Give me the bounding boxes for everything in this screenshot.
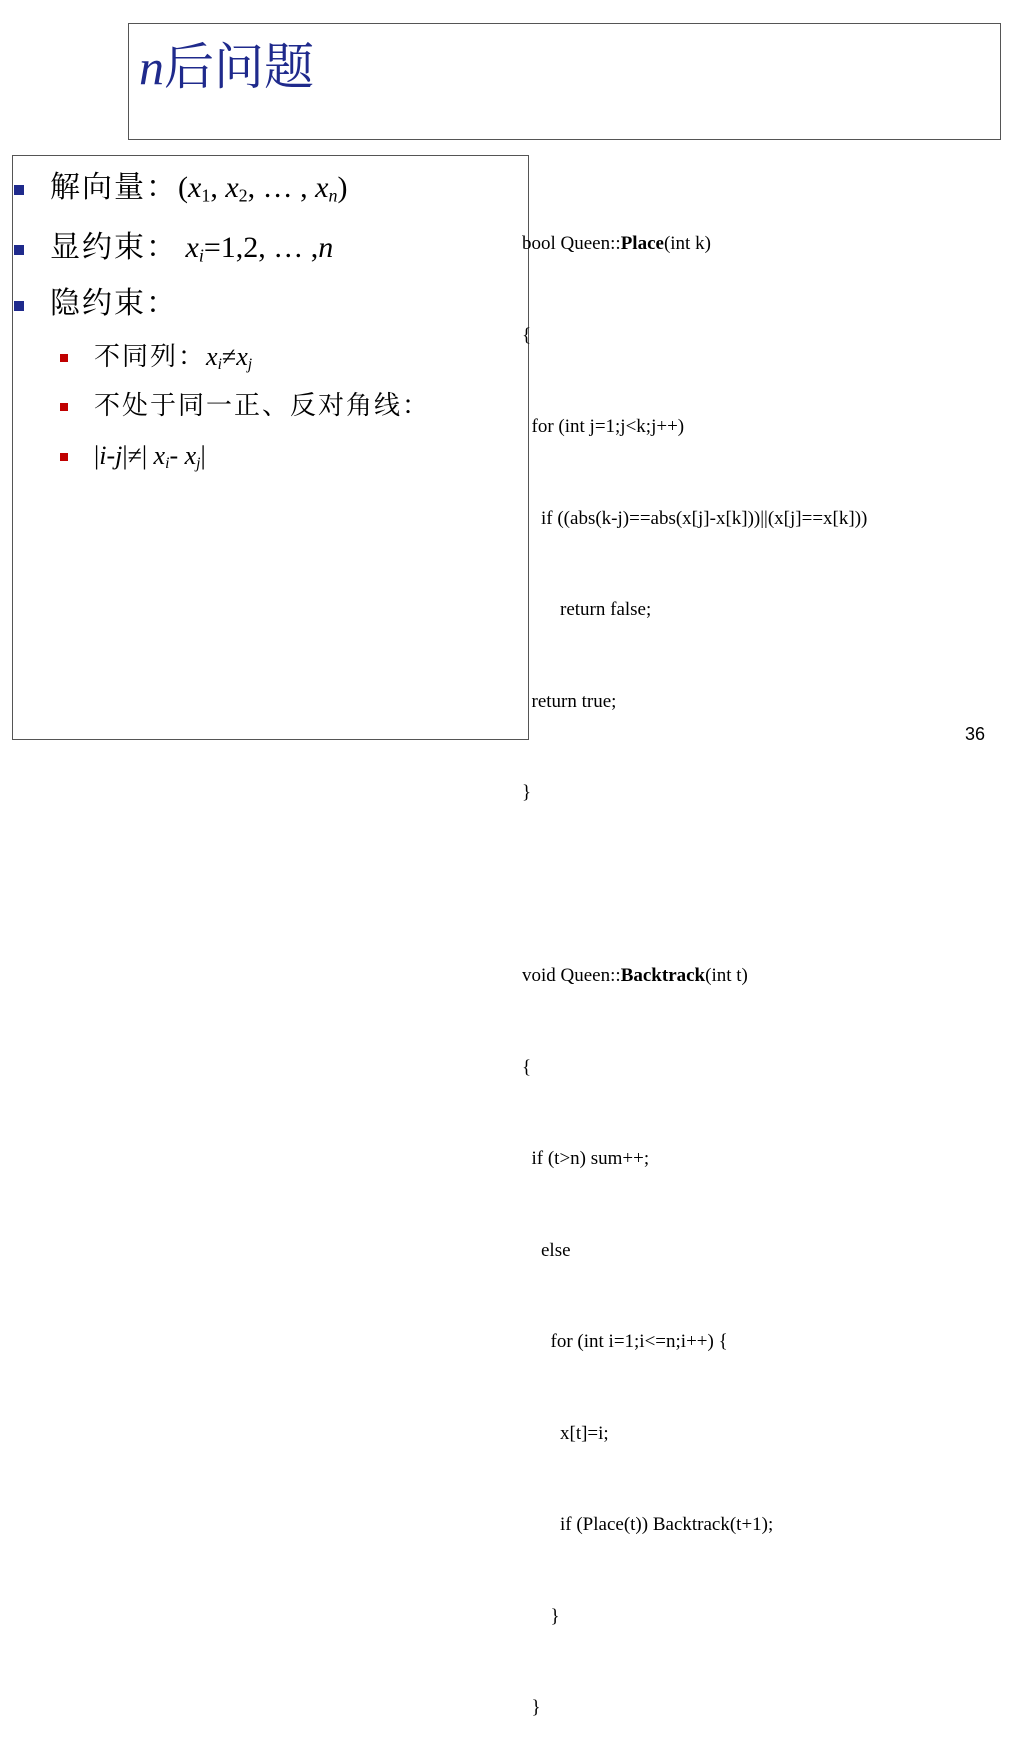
explicit-constraint-label: 显约束： bbox=[50, 230, 178, 265]
slide-title bbox=[139, 38, 314, 96]
code-line: x[t]=i; bbox=[522, 1422, 609, 1444]
code-line: } bbox=[522, 782, 532, 803]
diagonal-formula-math: |i-j|≠| $x_i-$ $x_j|$ bbox=[94, 441, 206, 472]
different-column-label: 不同列： bbox=[94, 342, 207, 372]
backtrack-sig-name: Backtrack bbox=[620, 965, 706, 986]
bullet-square-icon bbox=[14, 245, 24, 255]
different-column-math: $x_i\ne x_j$ bbox=[206, 342, 253, 373]
place-signature bbox=[522, 229, 867, 260]
code-line: else bbox=[522, 1239, 571, 1261]
place-sig-prefix: bool Queen:: bbox=[522, 233, 621, 254]
backtrack-signature bbox=[522, 961, 867, 992]
code-block bbox=[522, 168, 867, 1754]
code-line: for (int j=1;j<k;j++) bbox=[522, 416, 685, 437]
backtrack-sig-suffix: (int t) bbox=[705, 965, 748, 986]
title-text: 后问题 bbox=[164, 38, 314, 96]
code-line: return true; bbox=[522, 690, 617, 712]
sub-bullet-square-icon bbox=[60, 403, 68, 411]
title-variable: n bbox=[139, 39, 164, 95]
page-number: 36 bbox=[965, 724, 986, 744]
code-line: if (Place(t)) Backtrack(t+1); bbox=[522, 1514, 774, 1535]
code-line: { bbox=[522, 324, 532, 346]
title-box bbox=[128, 23, 1001, 140]
code-line: if (t>n) sum++; bbox=[522, 1148, 650, 1169]
solution-vector-label: 解向量： bbox=[50, 170, 178, 205]
implicit-constraint-label: 隐约束： bbox=[50, 286, 178, 321]
code-line: return false; bbox=[522, 599, 652, 620]
code-line: for (int i=1;i<=n;i++) { bbox=[522, 1331, 728, 1352]
sub-bullet-square-icon bbox=[60, 354, 68, 362]
bullet-square-icon bbox=[14, 185, 24, 195]
sub-bullet-square-icon bbox=[60, 453, 68, 461]
explicit-constraint-math: $x_i=1,2$, … ,n bbox=[185, 231, 334, 266]
code-line: { bbox=[522, 1056, 532, 1078]
code-line: } bbox=[522, 1697, 541, 1718]
place-sig-suffix: (int k) bbox=[663, 233, 711, 254]
diagonal-label: 不处于同一正、反对角线： bbox=[94, 391, 431, 421]
backtrack-sig-prefix: void Queen:: bbox=[522, 965, 621, 986]
place-sig-name: Place bbox=[620, 233, 664, 254]
solution-vector-math: ($x_1$, $x_2$, … , $x_n$) bbox=[178, 171, 348, 206]
code-line: if ((abs(k-j)==abs(x[j]-x[k]))||(x[j]==x[k])) bbox=[522, 507, 868, 529]
code-line: } bbox=[522, 1605, 560, 1627]
bullet-square-icon bbox=[14, 301, 24, 311]
code-spacer bbox=[522, 870, 867, 901]
